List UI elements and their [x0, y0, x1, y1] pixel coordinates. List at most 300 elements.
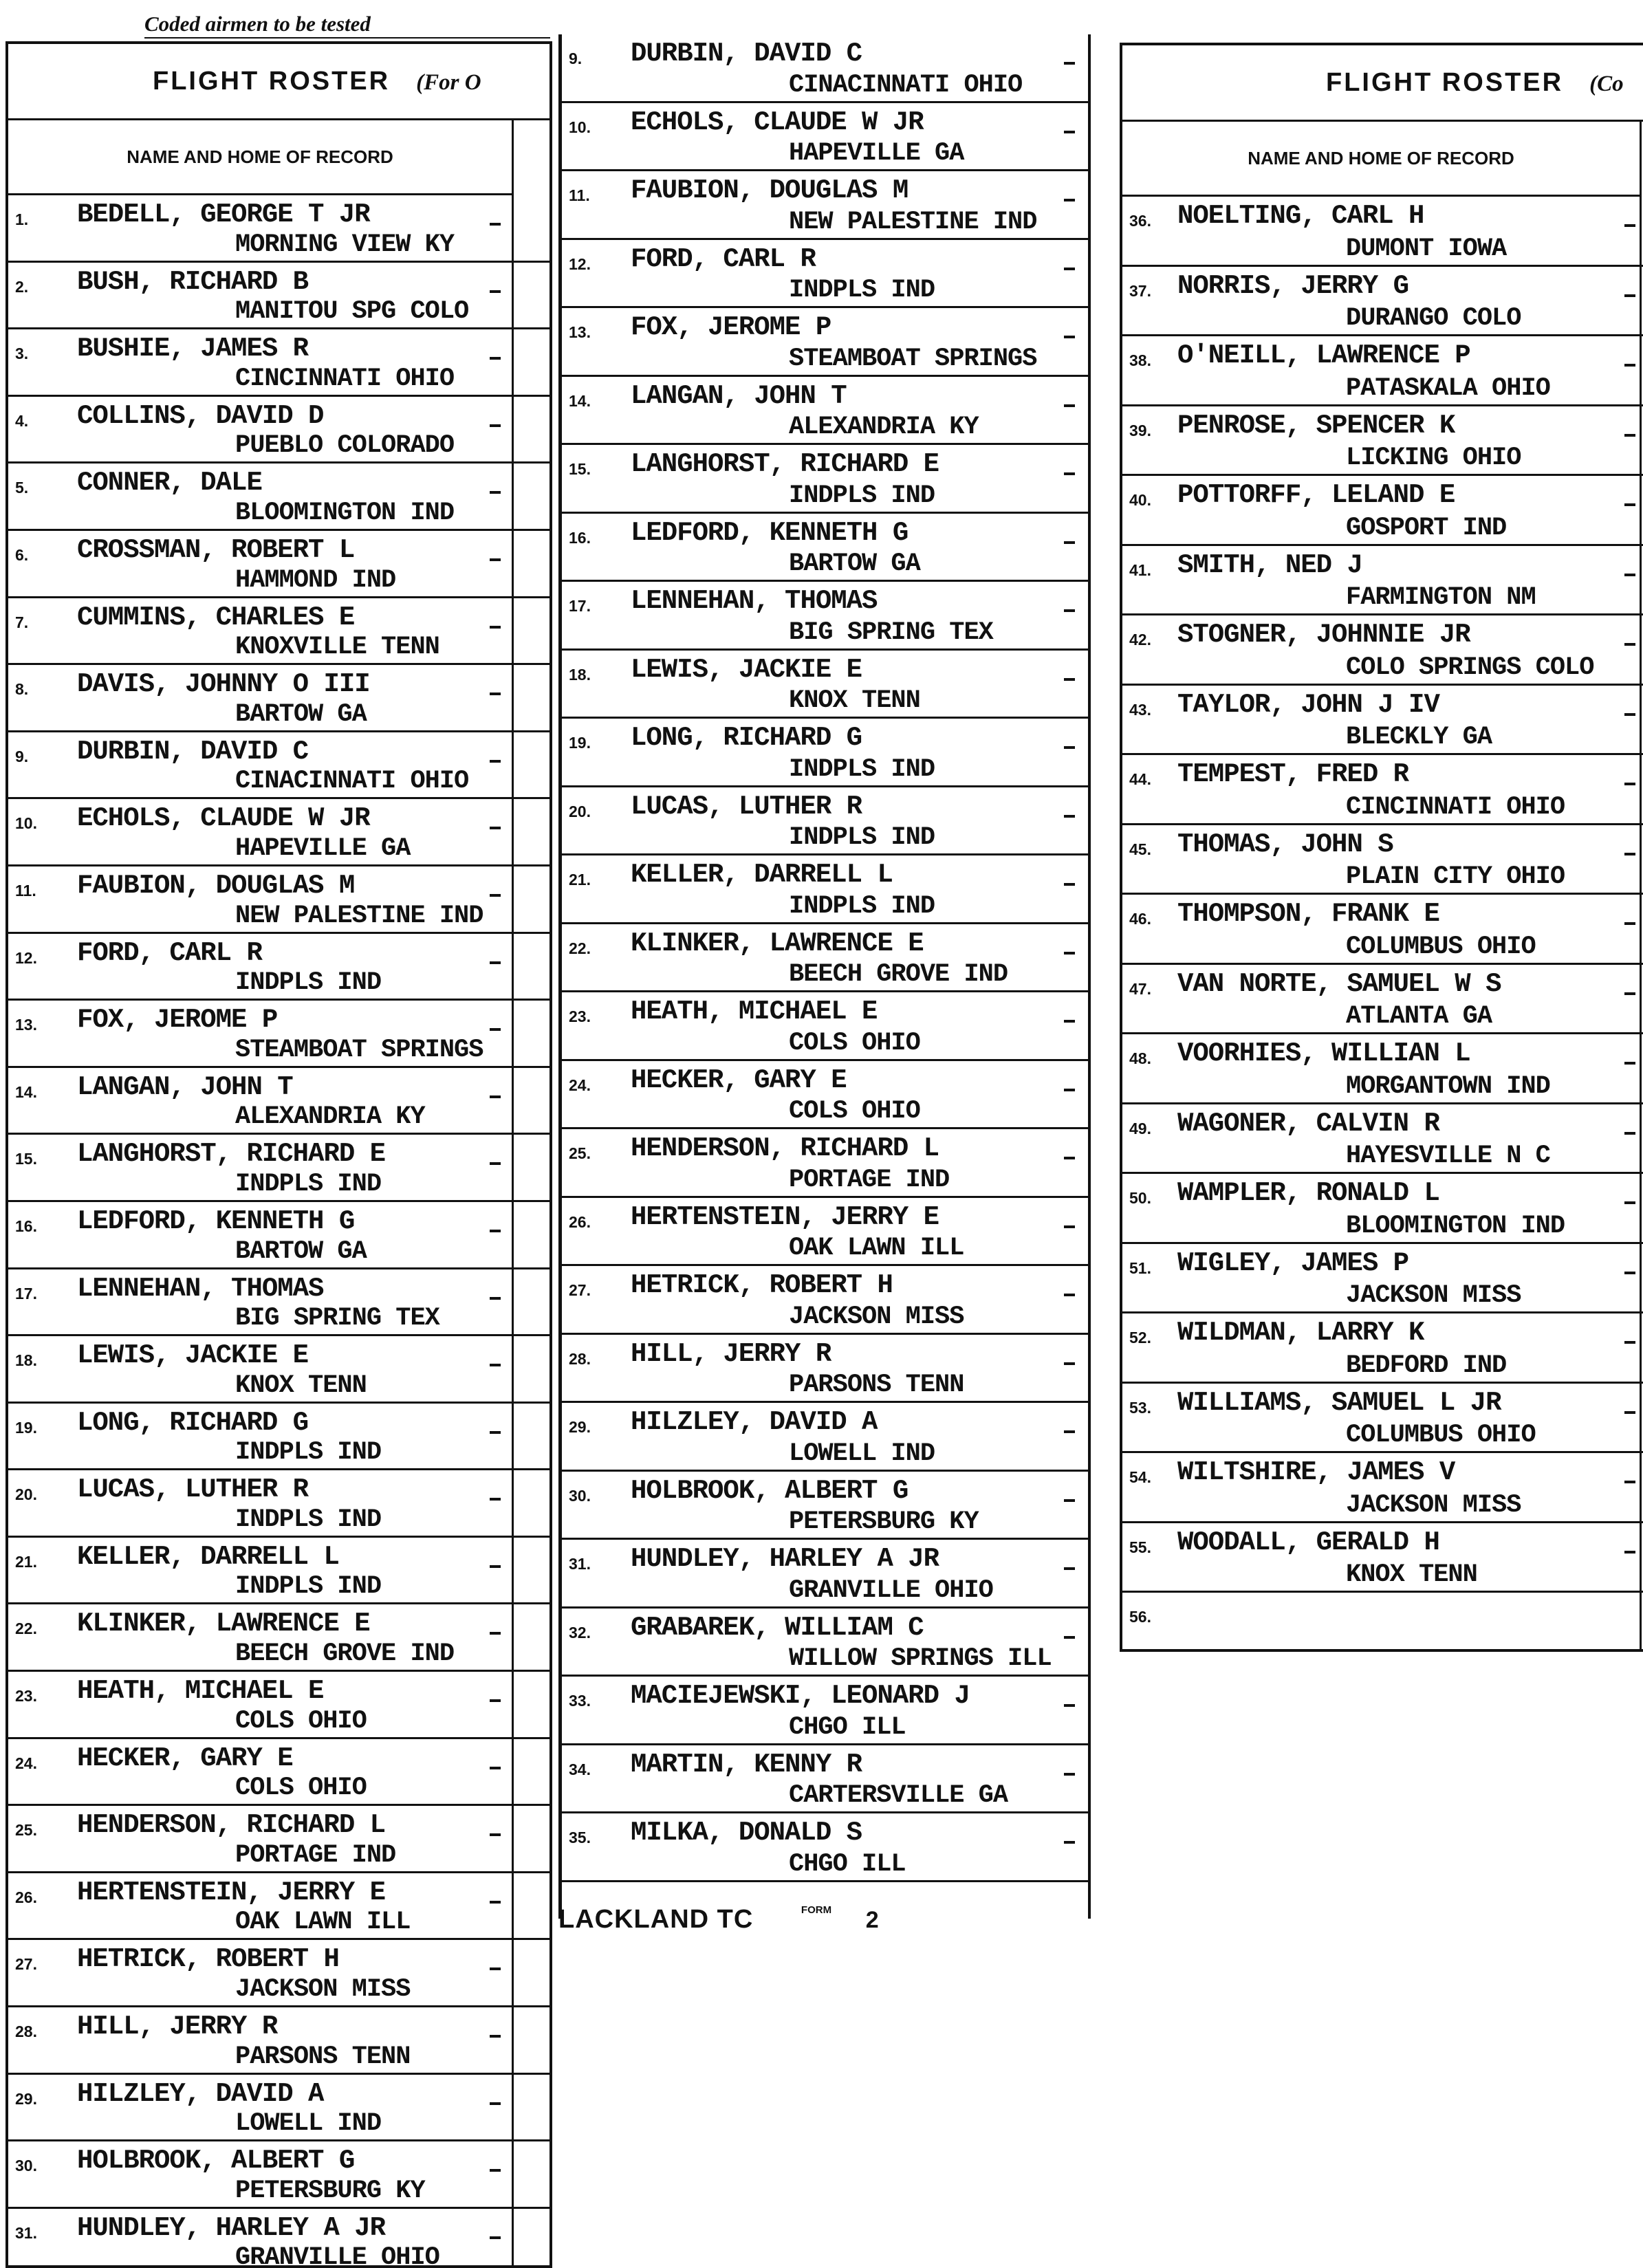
airman-name: DAVIS, JOHNNY O III	[77, 669, 370, 700]
airman-name: WOODALL, GERALD H	[1177, 1527, 1439, 1558]
home-of-record: INDPLS IND	[789, 891, 935, 921]
entry-dash-mark	[1624, 853, 1635, 855]
row-number: 2.	[15, 277, 29, 296]
home-of-record: INDPLS IND	[789, 276, 935, 305]
airman-name: THOMPSON, FRANK E	[1177, 899, 1439, 929]
roster-row	[1122, 1244, 1643, 1314]
airman-name: VOORHIES, WILLIAN L	[1177, 1038, 1470, 1069]
row-number: 36.	[1129, 212, 1151, 230]
roster-row	[8, 2075, 550, 2142]
airman-name: LUCAS, LUTHER R	[77, 1474, 309, 1505]
airman-name: HOLBROOK, ALBERT G	[631, 1475, 908, 1506]
airman-name: HECKER, GARY E	[77, 1743, 293, 1774]
roster-row	[8, 263, 550, 330]
entry-dash-mark	[1064, 1704, 1075, 1707]
row-number: 41.	[1129, 560, 1151, 579]
row-number: 23.	[569, 1007, 591, 1025]
entry-dash-mark	[1624, 1201, 1635, 1204]
entry-dash-mark	[1624, 1132, 1635, 1135]
entry-dash-mark	[490, 290, 501, 293]
home-of-record: LOWELL IND	[789, 1439, 935, 1468]
home-of-record: NEW PALESTINE IND	[235, 901, 483, 930]
roster-sheet-left	[6, 41, 552, 2268]
roster-row	[8, 2141, 550, 2209]
home-of-record: CINACINNATI OHIO	[789, 70, 1023, 100]
roster-title-text: FLIGHT ROSTER	[1326, 68, 1564, 97]
roster-row	[1122, 1034, 1643, 1104]
airman-name: HILZLEY, DAVID A	[631, 1407, 878, 1437]
roster-row	[562, 1609, 1088, 1677]
home-of-record: BEECH GROVE IND	[789, 960, 1008, 989]
home-of-record: COLS OHIO	[235, 1774, 367, 1803]
form-footer	[558, 1905, 971, 1943]
entry-dash-mark	[490, 626, 501, 629]
row-number: 56.	[1129, 1608, 1151, 1626]
entry-dash-mark	[1064, 883, 1075, 886]
entry-dash-mark	[490, 1699, 501, 1702]
entry-dash-mark	[1624, 503, 1635, 506]
airman-name: HERTENSTEIN, JERRY E	[77, 1877, 386, 1908]
row-number: 18.	[569, 665, 591, 684]
entry-dash-mark	[1064, 1567, 1075, 1570]
airman-name: MACIEJEWSKI, LEONARD J	[631, 1681, 970, 1711]
roster-row	[8, 1202, 550, 1269]
home-of-record: CINCINNATI OHIO	[1346, 792, 1565, 822]
row-number: 16.	[569, 528, 591, 547]
entry-dash-mark	[490, 1498, 501, 1501]
roster-row	[562, 924, 1088, 993]
entry-dash-mark	[490, 1297, 501, 1300]
airman-name: LANGHORST, RICHARD E	[631, 449, 939, 479]
row-number: 30.	[15, 2157, 37, 2175]
roster-row	[8, 934, 550, 1001]
row-number: 10.	[15, 814, 37, 833]
roster-title-text: FLIGHT ROSTER	[153, 67, 391, 96]
entry-dash-mark	[1064, 268, 1075, 270]
home-of-record: CARTERSVILLE GA	[789, 1781, 1008, 1810]
home-of-record: LICKING OHIO	[1346, 444, 1521, 472]
roster-row	[8, 598, 550, 666]
entry-dash-mark	[1624, 643, 1635, 646]
entry-dash-mark	[1064, 472, 1075, 475]
row-number: 29.	[15, 2089, 37, 2108]
roster-row	[8, 1336, 550, 1404]
airman-name: HILL, JERRY R	[77, 2011, 278, 2042]
home-of-record: NEW PALESTINE IND	[789, 207, 1037, 237]
roster-row	[8, 329, 550, 397]
row-number: 9.	[15, 747, 29, 765]
row-number: 27.	[569, 1281, 591, 1299]
roster-row	[562, 1061, 1088, 1130]
roster-row	[1122, 406, 1643, 477]
entry-dash-mark	[490, 1162, 501, 1165]
roster-row	[1122, 755, 1643, 825]
roster-row	[8, 1470, 550, 1538]
home-of-record: BARTOW GA	[235, 699, 367, 729]
airman-name: HERTENSTEIN, JERRY E	[631, 1201, 939, 1232]
row-number: 27.	[15, 1955, 37, 1974]
home-of-record: COLUMBUS OHIO	[1346, 932, 1536, 961]
airman-name: HUNDLEY, HARLEY A JR	[77, 2212, 386, 2243]
roster-row	[1122, 1523, 1643, 1593]
entry-dash-mark	[490, 894, 501, 897]
row-number: 5.	[15, 479, 29, 497]
airman-name: ECHOLS, CLAUDE W JR	[631, 107, 924, 138]
home-of-record: CINACINNATI OHIO	[235, 767, 469, 796]
airman-name: WIGLEY, JAMES P	[1177, 1247, 1409, 1278]
home-of-record: STEAMBOAT SPRINGS	[235, 1035, 483, 1065]
roster-row	[562, 582, 1088, 651]
roster-row	[562, 651, 1088, 719]
airman-name: NOELTING, CARL H	[1177, 201, 1424, 231]
airman-name: MILKA, DONALD S	[631, 1818, 862, 1848]
home-of-record: INDPLS IND	[235, 1438, 382, 1468]
home-of-record: INDPLS IND	[235, 1572, 382, 1602]
roster-row	[562, 240, 1088, 309]
name-column-header: NAME AND HOME OF RECORD	[1122, 122, 1642, 197]
home-of-record: GOSPORT IND	[1346, 513, 1507, 543]
row-number: 13.	[569, 323, 591, 341]
home-of-record: MORGANTOWN IND	[1346, 1071, 1550, 1101]
entry-dash-mark	[1624, 922, 1635, 925]
entry-dash-mark	[1064, 1430, 1075, 1433]
airman-name: WILTSHIRE, JAMES V	[1177, 1457, 1455, 1487]
roster-row	[8, 2209, 550, 2268]
airman-name: BEDELL, GEORGE T JR	[77, 199, 370, 230]
airman-name: FOX, JEROME P	[631, 312, 831, 342]
airman-name: COLLINS, DAVID D	[77, 400, 324, 431]
airman-name: KELLER, DARRELL L	[77, 1541, 339, 1572]
roster-row	[1122, 1104, 1643, 1175]
entry-dash-mark	[490, 223, 501, 226]
roster-title-suffix: (For O	[416, 70, 481, 95]
row-number: 17.	[15, 1284, 37, 1302]
home-of-record: BIG SPRING TEX	[235, 1304, 439, 1333]
home-of-record: FARMINGTON NM	[1346, 583, 1536, 612]
entry-dash-mark	[1624, 294, 1635, 297]
airman-name: HILZLEY, DAVID A	[77, 2078, 324, 2109]
roster-row	[1122, 686, 1643, 756]
home-of-record: COLS OHIO	[789, 1028, 920, 1058]
airman-name: LEDFORD, KENNETH G	[77, 1206, 355, 1236]
row-number: 48.	[1129, 1049, 1151, 1067]
home-of-record: KNOXVILLE TENN	[235, 633, 439, 662]
roster-row	[1122, 965, 1643, 1035]
training-center-label: LACKLAND TC	[558, 1905, 754, 1934]
roster-row	[1122, 615, 1643, 686]
entry-dash-mark	[490, 491, 501, 494]
airman-name: STOGNER, JOHNNIE JR	[1177, 620, 1470, 650]
roster-row	[8, 1873, 550, 1941]
row-number: 30.	[569, 1486, 591, 1505]
home-of-record: HAPEVILLE GA	[235, 833, 411, 863]
roster-row	[1122, 1593, 1643, 1652]
row-number: 35.	[569, 1829, 591, 1846]
home-of-record: CINCINNATI OHIO	[235, 364, 455, 393]
entry-dash-mark	[490, 1833, 501, 1836]
entry-dash-mark	[490, 1565, 501, 1568]
entry-dash-mark	[1064, 952, 1075, 955]
airman-name: DURBIN, DAVID C	[631, 39, 862, 69]
home-of-record: OAK LAWN ILL	[235, 1908, 411, 1937]
entry-dash-mark	[1624, 364, 1635, 367]
entry-dash-mark	[1064, 1773, 1075, 1776]
row-number: 22.	[15, 1620, 37, 1638]
home-of-record: INDPLS IND	[235, 1169, 382, 1199]
entry-dash-mark	[490, 1230, 501, 1232]
row-number: 21.	[15, 1552, 37, 1571]
roster-sheet-right	[1120, 43, 1643, 1652]
roster-row	[1122, 1174, 1643, 1244]
roster-rows-right	[1122, 197, 1643, 1652]
row-number: 54.	[1129, 1468, 1151, 1486]
entry-dash-mark	[1064, 609, 1075, 612]
roster-row	[562, 1540, 1088, 1609]
roster-row	[1122, 1384, 1643, 1454]
roster-row	[8, 1068, 550, 1135]
home-of-record: PARSONS TENN	[235, 2042, 411, 2071]
airman-name: POTTORFF, LELAND E	[1177, 480, 1455, 510]
airman-name: WILLIAMS, SAMUEL L JR	[1177, 1387, 1501, 1418]
roster-row	[1122, 895, 1643, 965]
entry-dash-mark	[1064, 1294, 1075, 1296]
entry-dash-mark	[1064, 1225, 1075, 1228]
row-number: 32.	[569, 1623, 591, 1642]
name-column-header: NAME AND HOME OF RECORD	[8, 120, 514, 195]
row-number: 26.	[569, 1212, 591, 1231]
airman-name: FAUBION, DOUGLAS M	[77, 870, 355, 901]
entry-dash-mark	[490, 1095, 501, 1098]
home-of-record: BEDFORD IND	[1346, 1351, 1507, 1380]
roster-row	[1122, 197, 1643, 267]
home-of-record: ATLANTA GA	[1346, 1002, 1492, 1031]
airman-name: HEATH, MICHAEL E	[77, 1676, 324, 1707]
roster-row	[562, 103, 1088, 172]
coded-airmen-note: Coded airmen to be tested	[144, 11, 550, 39]
entry-dash-mark	[1064, 1089, 1075, 1091]
home-of-record: KNOX TENN	[1346, 1560, 1477, 1589]
roster-row	[562, 1403, 1088, 1472]
home-of-record: MORNING VIEW KY	[235, 230, 455, 259]
entry-dash-mark	[1624, 1551, 1635, 1553]
home-of-record: PATASKALA OHIO	[1346, 373, 1550, 403]
entry-dash-mark	[1064, 404, 1075, 407]
airman-name: VAN NORTE, SAMUEL W S	[1177, 968, 1501, 999]
airman-name: TAYLOR, JOHN J IV	[1177, 689, 1439, 720]
entry-dash-mark	[1064, 62, 1075, 65]
roster-row	[562, 1745, 1088, 1814]
home-of-record: INDPLS IND	[789, 754, 935, 784]
roster-row	[8, 1940, 550, 2007]
airman-name: LEWIS, JACKIE E	[77, 1340, 309, 1371]
row-number: 15.	[569, 460, 591, 478]
airman-name: MARTIN, KENNY R	[631, 1749, 862, 1780]
roster-row	[562, 445, 1088, 514]
row-number: 55.	[1129, 1538, 1151, 1556]
column-divider	[512, 120, 514, 2265]
entry-dash-mark	[490, 1767, 501, 1769]
airman-name: LANGAN, JOHN T	[631, 380, 847, 411]
roster-row	[562, 171, 1088, 240]
entry-dash-mark	[1064, 1362, 1075, 1365]
home-of-record: PUEBLO COLORADO	[235, 431, 455, 461]
row-number: 33.	[569, 1692, 591, 1710]
entry-dash-mark	[490, 2236, 501, 2239]
entry-dash-mark	[490, 1901, 501, 1904]
entry-dash-mark	[1624, 783, 1635, 785]
row-number: 25.	[569, 1144, 591, 1162]
row-number: 12.	[569, 254, 591, 273]
entry-dash-mark	[490, 1028, 501, 1031]
row-number: 46.	[1129, 910, 1151, 928]
roster-row	[8, 1001, 550, 1068]
row-number: 31.	[15, 2223, 37, 2242]
row-number: 52.	[1129, 1329, 1151, 1346]
home-of-record: BARTOW GA	[789, 549, 920, 578]
airman-name: LANGHORST, RICHARD E	[77, 1139, 386, 1170]
airman-name: CROSSMAN, ROBERT L	[77, 534, 355, 565]
roster-row	[8, 2007, 550, 2075]
airman-name: HETRICK, ROBERT H	[631, 1270, 893, 1300]
airman-name: HENDERSON, RICHARD L	[631, 1133, 939, 1164]
home-of-record: BLECKLY GA	[1346, 723, 1492, 752]
row-number: 31.	[569, 1555, 591, 1573]
roster-row	[562, 787, 1088, 856]
airman-name: TEMPEST, FRED R	[1177, 759, 1409, 789]
airman-name: LANGAN, JOHN T	[77, 1071, 293, 1102]
row-number: 11.	[569, 186, 590, 204]
row-number: 19.	[569, 734, 591, 752]
row-number: 44.	[1129, 770, 1151, 788]
roster-row	[562, 34, 1088, 103]
roster-row	[8, 1672, 550, 1739]
entry-dash-mark	[490, 424, 501, 427]
roster-row	[8, 732, 550, 800]
roster-row	[8, 1739, 550, 1807]
row-number: 22.	[569, 939, 591, 957]
entry-dash-mark	[1064, 541, 1075, 544]
roster-row	[562, 1198, 1088, 1267]
roster-row	[562, 1677, 1088, 1745]
home-of-record: MANITOU SPG COLO	[235, 297, 469, 327]
row-number: 51.	[1129, 1258, 1151, 1277]
row-number: 23.	[15, 1687, 37, 1705]
row-number: 43.	[1129, 700, 1151, 719]
entry-dash-mark	[1064, 1499, 1075, 1502]
row-number: 7.	[15, 613, 29, 631]
row-number: 19.	[15, 1418, 37, 1437]
home-of-record: GRANVILLE OHIO	[235, 2243, 439, 2268]
row-number: 39.	[1129, 421, 1151, 439]
row-number: 11.	[15, 881, 36, 899]
row-number: 15.	[15, 1150, 37, 1168]
row-number: 14.	[569, 391, 591, 410]
row-number: 6.	[15, 545, 29, 564]
row-number: 24.	[15, 1754, 37, 1772]
row-number: 47.	[1129, 979, 1151, 998]
row-number: 38.	[1129, 351, 1151, 369]
entry-dash-mark	[1624, 992, 1635, 995]
entry-dash-mark	[490, 2035, 501, 2038]
roster-title-right	[1122, 45, 1643, 122]
row-number: 28.	[15, 2022, 37, 2041]
entry-dash-mark	[1064, 815, 1075, 818]
row-number: 25.	[15, 1821, 37, 1840]
entry-dash-mark	[1064, 131, 1075, 133]
roster-row	[8, 397, 550, 464]
airman-name: KLINKER, LAWRENCE E	[77, 1609, 370, 1639]
roster-row	[8, 1806, 550, 1873]
roster-row	[562, 992, 1088, 1061]
roster-title-left	[8, 44, 550, 120]
home-of-record: JACKSON MISS	[789, 1302, 964, 1331]
roster-row	[8, 1135, 550, 1202]
airman-name: WAGONER, CALVIN R	[1177, 1108, 1439, 1139]
roster-rows-left	[8, 195, 550, 2268]
airman-name: LENNEHAN, THOMAS	[631, 586, 878, 616]
airman-name: BUSHIE, JAMES R	[77, 334, 309, 364]
roster-row	[8, 665, 550, 732]
roster-row	[1122, 1313, 1643, 1384]
entry-dash-mark	[1624, 574, 1635, 576]
home-of-record: INDPLS IND	[235, 968, 382, 998]
home-of-record: INDPLS IND	[789, 481, 935, 510]
airman-name: KELLER, DARRELL L	[631, 860, 893, 890]
airman-name: HUNDLEY, HARLEY A JR	[631, 1544, 939, 1574]
roster-row	[562, 308, 1088, 377]
home-of-record: BARTOW GA	[235, 1236, 367, 1266]
row-number: 21.	[569, 871, 591, 888]
row-number: 20.	[569, 802, 591, 820]
roster-row	[8, 531, 550, 598]
entry-dash-mark	[1064, 1020, 1075, 1023]
airman-name: LEWIS, JACKIE E	[631, 654, 862, 685]
row-number: 17.	[569, 597, 591, 615]
home-of-record: PETERSBURG KY	[789, 1507, 979, 1536]
airman-name: KLINKER, LAWRENCE E	[631, 928, 924, 959]
row-number: 20.	[15, 1485, 37, 1504]
row-number: 42.	[1129, 631, 1151, 648]
home-of-record: OAK LAWN ILL	[789, 1234, 964, 1263]
home-of-record: BEECH GROVE IND	[235, 1639, 455, 1669]
home-of-record: LOWELL IND	[235, 2109, 382, 2139]
home-of-record: PORTAGE IND	[789, 1165, 950, 1195]
home-of-record: PLAIN CITY OHIO	[1346, 862, 1565, 891]
airman-name: HENDERSON, RICHARD L	[77, 1810, 386, 1841]
home-of-record: KNOX TENN	[789, 686, 920, 715]
entry-dash-mark	[1624, 1411, 1635, 1414]
airman-name: ECHOLS, CLAUDE W JR	[77, 803, 370, 834]
entry-dash-mark	[1624, 224, 1635, 227]
row-number: 3.	[15, 345, 29, 363]
home-of-record: CHGO ILL	[789, 1849, 906, 1879]
entry-dash-mark	[1064, 1157, 1075, 1159]
roster-row	[562, 719, 1088, 787]
row-number: 40.	[1129, 491, 1151, 509]
roster-row	[562, 377, 1088, 446]
home-of-record: CHGO ILL	[789, 1712, 906, 1742]
entry-dash-mark	[1064, 1636, 1075, 1639]
airman-name: HETRICK, ROBERT H	[77, 1944, 339, 1975]
entry-dash-mark	[1064, 336, 1075, 338]
roster-row	[562, 1813, 1088, 1882]
home-of-record: DURANGO COLO	[1346, 304, 1521, 333]
roster-row	[8, 195, 550, 263]
roster-row	[1122, 1453, 1643, 1523]
airman-name: HECKER, GARY E	[631, 1065, 847, 1095]
row-number: 8.	[15, 680, 29, 699]
roster-row	[8, 1604, 550, 1672]
